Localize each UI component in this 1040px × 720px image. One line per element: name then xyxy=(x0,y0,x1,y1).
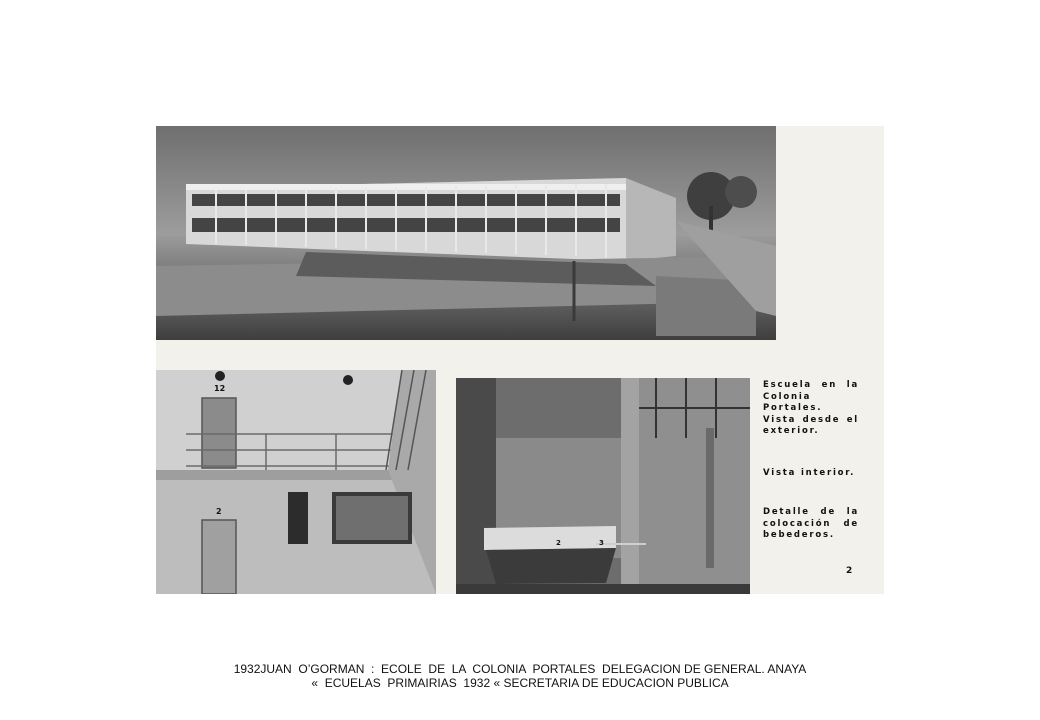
photo-captions xyxy=(763,380,859,542)
photo-school-interior xyxy=(156,370,436,594)
photo-drinking-fountains xyxy=(456,378,750,594)
footer-credit xyxy=(0,662,1040,690)
caption-fountain: Detalle de la colocación de bebederos. xyxy=(763,507,859,540)
fountain-mark-right: 3 xyxy=(599,539,604,547)
book-page xyxy=(156,126,884,594)
photo-school-exterior xyxy=(156,126,776,340)
fountain-mark-left: 2 xyxy=(556,539,561,547)
footer-line-1: 1932JUAN O’GORMAN : ECOLE DE LA COLONIA PORTALES DELEGACION DE GENERAL. ANAYA xyxy=(233,662,807,676)
door-number-bottom: 2 xyxy=(216,507,222,516)
caption-exterior: Escuela en la Colonia Portales. Vista desde el exterior. xyxy=(763,380,859,436)
page-number: 2 xyxy=(846,566,853,576)
door-number-top: 12 xyxy=(214,384,226,393)
footer-line-2: « ECUELAS PRIMAIRIAS 1932 « SECRETARIA DE EDUCACION PUBLICA xyxy=(311,676,729,690)
caption-interior: Vista interior. xyxy=(763,467,856,478)
